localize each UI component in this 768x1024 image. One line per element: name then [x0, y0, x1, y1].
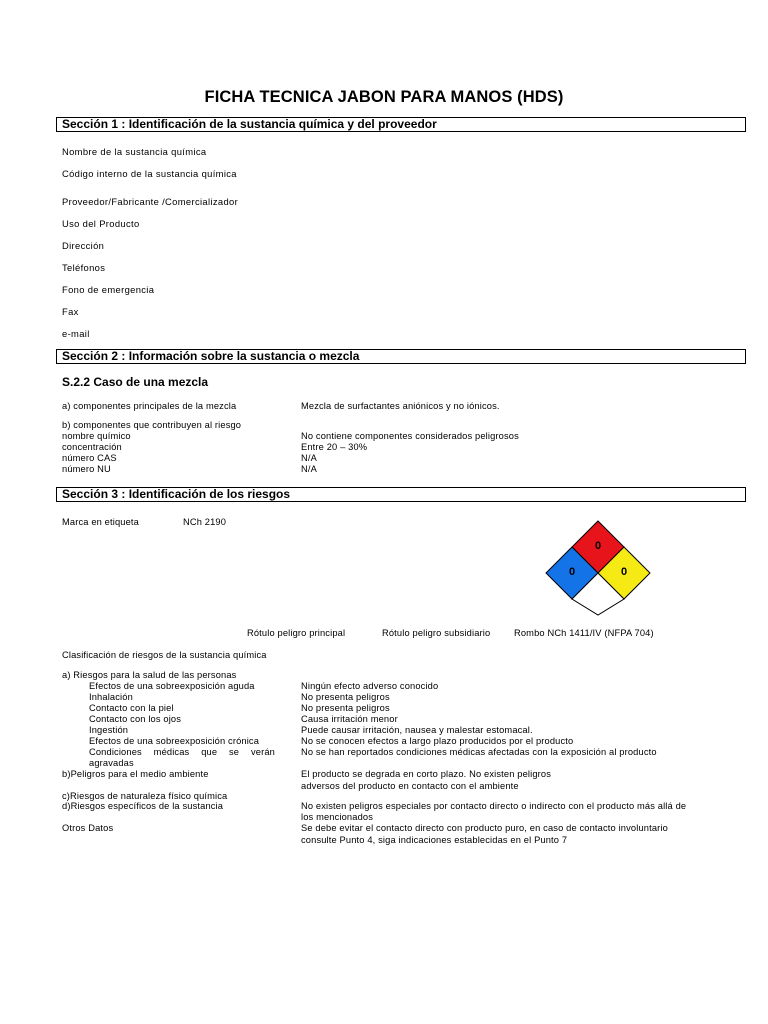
word: médicas [153, 747, 190, 757]
ambiente-label: b)Peligros para el medio ambiente [62, 769, 209, 779]
row-label: número CAS [62, 453, 117, 463]
row-value: N/A [301, 464, 317, 474]
risk-label: Efectos de una sobreexposición aguda [89, 681, 255, 691]
row-value: Mezcla de surfactantes aniónicos y no iónicos. [301, 401, 500, 411]
riesgos-salud-title: a) Riesgos para la salud de las personas [62, 670, 237, 680]
word: verán [250, 747, 275, 757]
word: Condiciones [89, 747, 142, 757]
marca-etiqueta-label: Marca en etiqueta [62, 517, 139, 527]
row-value: No contiene componentes considerados peligrosos [301, 431, 519, 441]
section-1-header [56, 117, 746, 132]
nfpa-health-value: 0 [568, 566, 576, 578]
caption-rombo: Rombo NCh 1411/IV (NFPA 704) [514, 628, 654, 638]
row-label: nombre químico [62, 431, 131, 441]
risk-value: No presenta peligros [301, 692, 390, 702]
especificos-value-line2: los mencionados [301, 812, 374, 822]
otros-datos-label: Otros Datos [62, 823, 114, 833]
section-1-heading: Sección 1 : Identificación de la sustancia química y del proveedor [62, 117, 437, 131]
especificos-label: d)Riesgos específicos de la sustancia [62, 801, 224, 811]
field-telefonos: Teléfonos [62, 262, 106, 273]
risk-label-condiciones [89, 747, 275, 757]
clasificacion-title: Clasificación de riesgos de la sustancia química [62, 650, 267, 660]
caption-rotulo-principal: Rótulo peligro principal [247, 628, 346, 638]
otros-datos-value-line1: Se debe evitar el contacto directo con producto puro, en caso de contacto involuntario [301, 823, 668, 833]
section-2-subheading: S.2.2 Caso de una mezcla [62, 375, 209, 389]
section-2-heading: Sección 2 : Información sobre la sustancia o mezcla [62, 349, 360, 363]
nfpa-reactivity-value: 0 [620, 566, 628, 578]
field-codigo-interno: Código interno de la sustancia química [62, 168, 237, 179]
risk-label: agravadas [89, 758, 134, 768]
row-value: Entre 20 – 30% [301, 442, 368, 452]
risk-label: Efectos de una sobreexposición crónica [89, 736, 260, 746]
word: que [201, 747, 218, 757]
field-uso-producto: Uso del Producto [62, 218, 140, 229]
risk-label: Ingestión [89, 725, 129, 735]
nfpa-diamond [545, 520, 653, 616]
field-fax: Fax [62, 306, 79, 317]
caption-rotulo-subsidiario: Rótulo peligro subsidiario [382, 628, 491, 638]
row-value: N/A [301, 453, 317, 463]
row-label: concentración [62, 442, 122, 452]
row-label: número NU [62, 464, 111, 474]
risk-label: Inhalación [89, 692, 133, 702]
word: se [229, 747, 240, 757]
marca-etiqueta-value: NCh 2190 [183, 517, 227, 527]
especificos-value-line1: No existen peligros especiales por contacto directo o indirecto con el producto más allá de [301, 801, 687, 811]
section-2-header [56, 349, 746, 364]
risk-value: No se han reportados condiciones médicas afectadas con la exposición al producto [301, 747, 657, 757]
risk-value: Ningún efecto adverso conocido [301, 681, 439, 691]
field-email: e-mail [62, 328, 90, 339]
field-fono-emergencia: Fono de emergencia [62, 284, 155, 295]
row-label: a) componentes principales de la mezcla [62, 401, 237, 411]
otros-datos-value-line2: consulte Punto 4, siga indicaciones establecidas en el Punto 7 [301, 835, 568, 845]
risk-value: No se conocen efectos a largo plazo producidos por el producto [301, 736, 574, 746]
field-nombre-sustancia: Nombre de la sustancia química [62, 146, 207, 157]
risk-value: Puede causar irritación, nausea y malestar estomacal. [301, 725, 533, 735]
section-3-header [56, 487, 746, 502]
risk-label: Contacto con los ojos [89, 714, 182, 724]
risk-value: No presenta peligros [301, 703, 390, 713]
ambiente-value-line2: adversos del producto en contacto con el ambiente [301, 781, 519, 791]
section-3-heading: Sección 3 : Identificación de los riesgos [62, 487, 291, 501]
risk-value: Causa irritación menor [301, 714, 398, 724]
risk-label: Contacto con la piel [89, 703, 174, 713]
field-proveedor: Proveedor/Fabricante /Comercializador [62, 196, 239, 207]
fisico-quimica-label: c)Riesgos de naturaleza físico química [62, 791, 228, 801]
nfpa-flammability-value: 0 [594, 540, 602, 552]
ambiente-value-line1: El producto se degrada en corto plazo. No existen peligros [301, 769, 552, 779]
field-direccion: Dirección [62, 240, 105, 251]
row-label: b) componentes que contribuyen al riesgo [62, 420, 242, 430]
document-title: FICHA TECNICA JABON PARA MANOS (HDS) [204, 88, 564, 106]
